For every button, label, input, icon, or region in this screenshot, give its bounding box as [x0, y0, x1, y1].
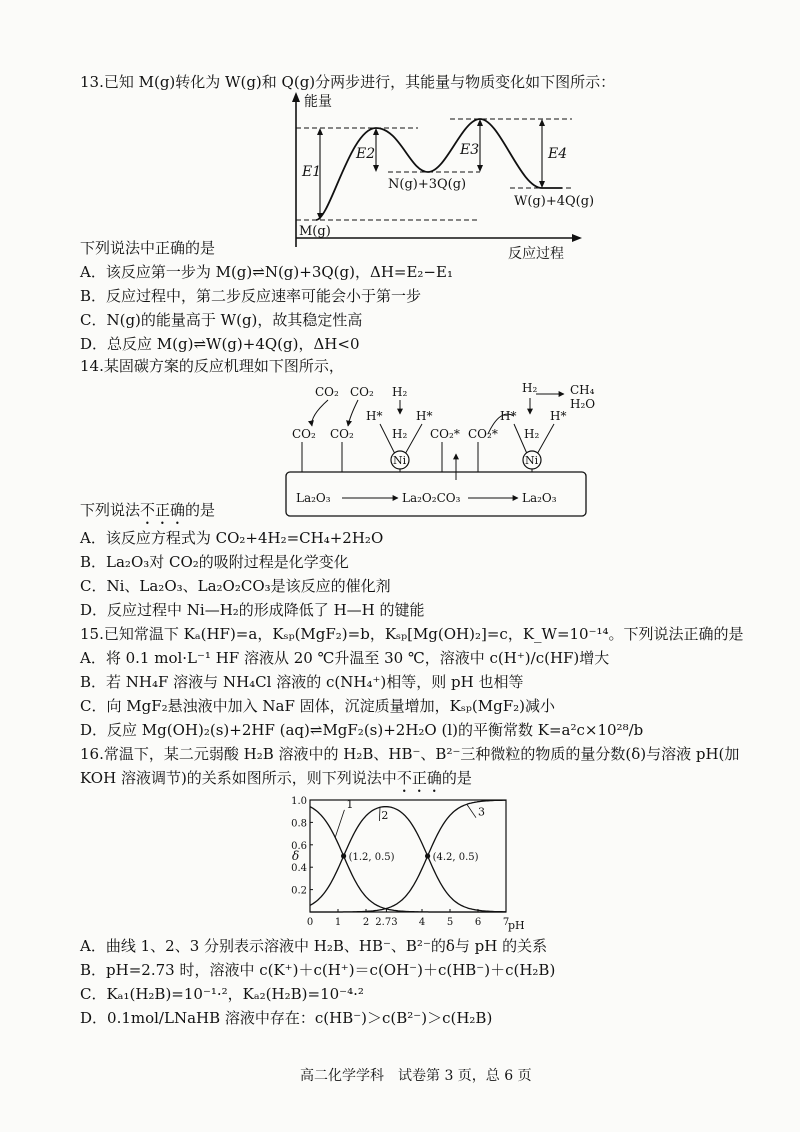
co2-ads-2: CO₂	[330, 427, 354, 441]
h2o-label: H₂O	[570, 397, 596, 411]
x-tick-label-1: 1	[334, 917, 342, 928]
y-tick-label-1: 0.4	[291, 863, 307, 875]
mechanism-diagram	[280, 376, 610, 522]
y-tick-label-3: 0.8	[291, 818, 307, 830]
series-2-leader	[379, 807, 380, 821]
box-la2o2co3: La₂O₂CO₃	[402, 491, 461, 505]
x-tick-label-4: 4	[418, 917, 426, 928]
q14-option-b: B．La₂O₃对 CO₂的吸附过程是化学变化	[80, 553, 349, 571]
ch4-label: CH₄	[570, 383, 595, 397]
q13-option-d: D．总反应 M(g)⇌W(g)+4Q(g)，ΔH<0	[80, 335, 360, 353]
q15-option-d: D．反应 Mg(OH)₂(s)+2HF (aq)⇌MgF₂(s)+2H₂O (l)的平衡常数 K=a²c×10²⁸/b	[80, 721, 644, 739]
co2-star-1: CO₂*	[430, 427, 460, 441]
series-2-label: 2	[381, 809, 389, 823]
h-star-2: H*	[416, 409, 433, 423]
q14-option-c: C．Ni、La₂O₃、La₂O₂CO₃是该反应的催化剂	[80, 577, 391, 595]
q13-option-b: B．反应过程中，第二步反应速率可能会小于第一步	[80, 287, 422, 305]
co2-star-2: CO₂*	[468, 427, 498, 441]
x-tick-label-2: 2	[362, 917, 370, 928]
intersection-point-1	[341, 853, 346, 858]
co2-gas-1: CO₂	[315, 385, 339, 399]
energy-x-arrow	[572, 234, 582, 242]
q16-option-a: A．曲线 1、2、3 分别表示溶液中 H₂B、HB⁻、B²⁻的δ与 pH 的关系	[80, 937, 548, 955]
q13-stem: 13.已知 M(g)转化为 W(g)和 Q(g)分两步进行，其能量与物质变化如下图所示：	[80, 73, 616, 91]
series-1-label: 1	[346, 797, 354, 811]
page-footer: 高二化学学科 试卷第 3 页，总 6 页	[300, 1068, 532, 1084]
q14-option-a: A．该反应方程式为 CO₂+4H₂=CH₄+2H₂O	[80, 529, 384, 547]
h2-ads-1: H₂	[392, 427, 408, 441]
q16-option-c: C．Kₐ₁(H₂B)=10⁻¹·²，Kₐ₂(H₂B)=10⁻⁴·²	[80, 985, 364, 1003]
intersection-label-1: (1.2, 0.5)	[348, 852, 395, 863]
speciation-chart	[290, 792, 530, 932]
e3-label: E3	[460, 142, 480, 158]
series-3-leader	[467, 804, 476, 817]
e2-label: E2	[356, 146, 376, 162]
q16-option-b: B．pH=2.73 时，溶液中 c(K⁺)＋c(H⁺)＝c(OH⁻)＋c(HB⁻)＋c(H₂B)	[80, 961, 556, 979]
y-tick-label-2: 0.6	[291, 840, 307, 852]
q15-option-b: B．若 NH₄F 溶液与 NH₄Cl 溶液的 c(NH₄⁺)相等，则 pH 也相等	[80, 673, 524, 691]
y-tick-label-4: 1.0	[291, 796, 307, 807]
co2-ads-1: CO₂	[292, 427, 316, 441]
mid-state-label: N(g)+3Q(g)	[388, 177, 467, 192]
q16-stem-line2: KOH 溶液调节)的关系如图所示，则下列说法中不正确的是	[80, 769, 472, 787]
x-tick-label-5: 5	[446, 917, 454, 928]
intersection-label-2: (4.2, 0.5)	[432, 852, 479, 863]
e1-label: E1	[302, 164, 322, 180]
q13-option-c: C．N(g)的能量高于 W(g)，故其稳定性高	[80, 311, 363, 329]
q14-option-d: D．反应过程中 Ni—H₂的形成降低了 H—H 的键能	[80, 601, 425, 619]
h-star-1: H*	[366, 409, 383, 423]
x-axis-label: pH	[508, 919, 525, 932]
q16-option-d: D．0.1mol/LNaHB 溶液中存在：c(HB⁻)＞c(B²⁻)＞c(H₂B)	[80, 1009, 493, 1027]
q13-prompt: 下列说法中正确的是	[80, 239, 216, 257]
q15-option-a: A．将 0.1 mol·L⁻¹ HF 溶液从 20 ℃升温至 30 ℃，溶液中 c(H⁺)/c(HF)增大	[80, 649, 610, 667]
energy-diagram	[280, 92, 600, 264]
h-star-3: H*	[500, 409, 517, 423]
series-1-leader	[335, 810, 344, 838]
h2-gas-1: H₂	[392, 385, 408, 399]
h2-ads-2: H₂	[524, 427, 540, 441]
e4-label: E4	[548, 146, 568, 162]
box-la2o3-2: La₂O₃	[522, 491, 557, 505]
h-star-4: H*	[550, 409, 567, 423]
q15-stem: 15.已知常温下 Kₐ(HF)=a，Kₛₚ(MgF₂)=b，Kₛₚ[Mg(OH)₂]=c，K_W=10⁻¹⁴。下列说法正确的是	[80, 625, 744, 643]
energy-y-arrow	[292, 92, 300, 102]
energy-x-label: 反应过程	[508, 246, 564, 262]
x-tick-label-0: 0	[306, 917, 314, 928]
intersection-point-2	[425, 853, 430, 858]
y-axis-label: δ	[292, 849, 300, 863]
end-state-label: W(g)+4Q(g)	[514, 194, 595, 209]
x-tick-label-6: 6	[474, 917, 482, 928]
q14-stem: 14.某固碳方案的反应机理如下图所示，	[80, 357, 344, 375]
co2-gas-2: CO₂	[350, 385, 374, 399]
y-tick-label-0: 0.2	[291, 885, 307, 897]
series-3-label: 3	[478, 805, 485, 819]
x-tick-label-3: 2.73	[375, 917, 398, 928]
box-la2o3-1: La₂O₃	[296, 491, 331, 505]
ni-label-1: Ni	[393, 454, 407, 467]
x-tick-label-7: 7	[502, 917, 510, 928]
ni-label-2: Ni	[525, 454, 539, 467]
q14-prompt: 下列说法不正确的是	[80, 501, 216, 519]
h2-gas-2: H₂	[522, 381, 538, 395]
q16-stem-line1: 16.常温下，某二元弱酸 H₂B 溶液中的 H₂B、HB⁻、B²⁻三种微粒的物质的量分数(δ)与溶液 pH(加	[80, 745, 740, 763]
start-state-label: M(g)	[299, 224, 331, 239]
q13-option-a: A．该反应第一步为 M(g)⇌N(g)+3Q(g)，ΔH=E₂−E₁	[80, 263, 453, 281]
energy-y-label: 能量	[304, 94, 332, 110]
q15-option-c: C．向 MgF₂悬浊液中加入 NaF 固体，沉淀质量增加，Kₛₚ(MgF₂)减小	[80, 697, 555, 715]
